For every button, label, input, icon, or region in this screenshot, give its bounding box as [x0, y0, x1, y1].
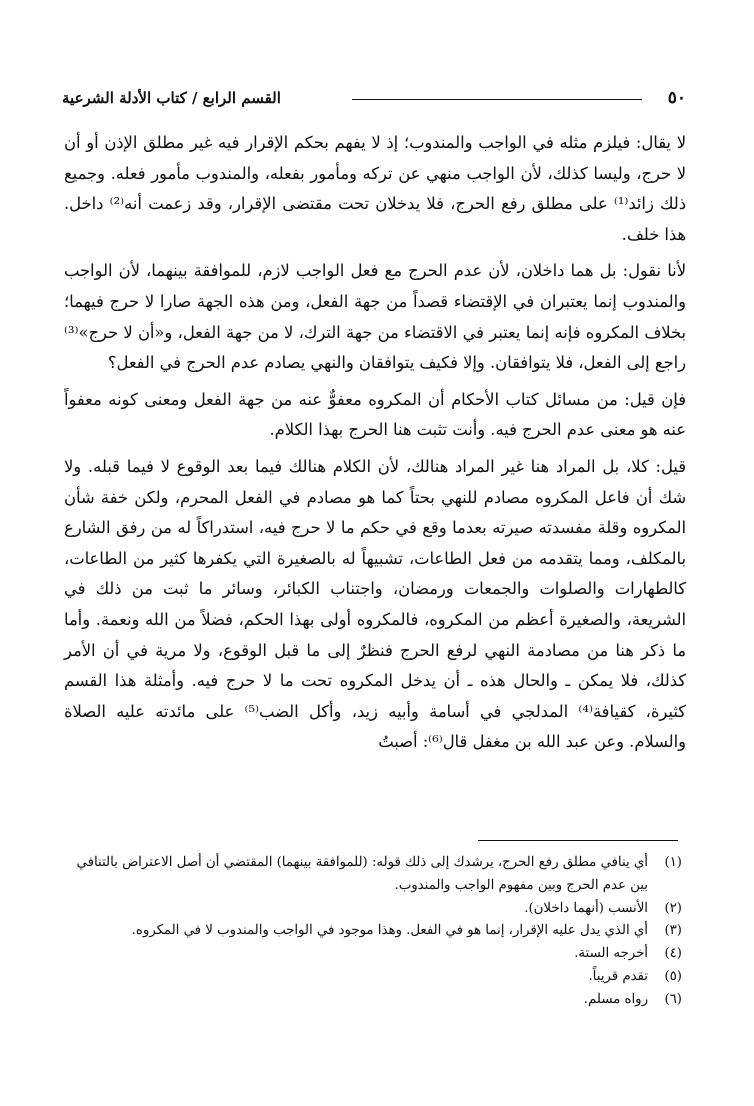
footnote-text: الأنسب (أنهما داخلان). — [524, 900, 648, 916]
footnotes — [70, 852, 682, 1012]
paragraph: لأنا نقول: بل هما داخلان، لأن عدم الحرج مع فعل الواجب لازم، للموافقة بينهما، لأن الواجب والمندوب إنما يعتبران في الإقتضاء قصداً من جهة الفعل، ومن هذه الجهة صارا لا حرج فيهما؛ بخلاف المكروه فإنه إنما يعتبر في الاقتضاء من جهة الترك، لا من جهة الفعل، و«أن لا حرج»⁽³⁾ راجع إلى الفعل، فلا يتوافقان. وإلا فكيف يتوافقان والنهي يصادم عدم الحرج في الفعل؟ — [64, 261, 686, 373]
footnote-number: (٢) — [664, 900, 682, 916]
footnote — [70, 943, 682, 966]
footnote — [70, 966, 682, 989]
footnote-text: أي الذي يدل عليه الإقرار، إنما هو في الفعل. وهذا موجود في الواجب والمندوب لا في المكروه. — [131, 923, 648, 939]
footnote-text: أي ينافي مطلق رفع الحرج، يرشدك إلى ذلك قوله: (للموافقة بينهما) المقتضي أن أصل الاعتراض بالتنافي بين عدم الحرج وبين مفهوم الواجب والمندوب. — [76, 855, 648, 893]
footnote — [70, 898, 682, 921]
footnote — [70, 852, 682, 898]
running-header-title: القسم الرابع / كتاب الأدلة الشرعية — [62, 89, 281, 107]
footnote-separator — [478, 840, 678, 841]
paragraph: فإن قيل: من مسائل كتاب الأحكام أن المكروه معفوٌّ عنه من جهة الفعل ومعنى كونه معفواً عنه هو معنى عدم الحرج فيه. وأنت تثبت هنا الحرج بهذا الكلام. — [64, 389, 686, 440]
header-rule — [352, 99, 642, 100]
footnote-text: رواه مسلم. — [583, 991, 648, 1007]
running-header — [62, 88, 686, 112]
footnote — [70, 920, 682, 943]
paragraph: قيل: كلا، بل المراد هنا غير المراد هنالك، لأن الكلام هنالك فيما بعد الوقوع لا فيما قبله. ولا شك أن فاعل المكروه مصادم للنهي بحتاً كما هو مصادم في الفعل المحرم، ولكن خفة شأن المكروه وقلة مفسدته صيرته بعدما وقع في حكم ما لا حرج فيه، استدراكاً له من رفق الشارع بالمكلف، ومما يتقدمه من فعل الطاعات، تشبيهاً له بالصغيرة التي يكفرها كثير من الطاعات، كالطهارات والصلوات والجمعات ورمضان، واجتناب الكبائر، وسائر ما ثبت من ذلك في الشريعة، والصغيرة أعظم من المكروه، فالمكروه أولى بهذا الحكم، فضلاً من الله ونعمة. وأما ما ذكر هنا من مصادمة النهي لرفع الحرج فنظرٌ إلى ما قبل الوقوع، ولا مرية في أن الأمر كذلك، فلا يمكن ـ والحال هذه ـ أن يدخل المكروه تحت ما لا حرج فيه. وأمثلة هذا القسم كثيرة، كقيافة⁽⁴⁾ المدلجي في أسامة وأبيه زيد، وأكل الضب⁽⁵⁾ على مائدته عليه الصلاة والسلام. وعن عبد الله بن مغفل قال⁽⁶⁾: أصبتُ — [64, 456, 686, 752]
footnote-number: (١) — [664, 855, 682, 870]
page-number: ٥٠ — [667, 88, 686, 108]
footnote-text: أخرجه الستة. — [574, 946, 648, 962]
body-text — [64, 128, 686, 764]
footnote-number: (٣) — [664, 923, 682, 939]
footnote-number: (٤) — [664, 946, 682, 962]
footnote-number: (٦) — [664, 991, 682, 1007]
footnote — [70, 989, 682, 1012]
footnote-number: (٥) — [664, 968, 682, 984]
footnote-text: تقدم قريباً. — [588, 968, 648, 984]
paragraph: لا يقال: فيلزم مثله في الواجب والمندوب؛ إذ لا يفهم بحكم الإقرار فيه غير مطلق الإذن أو أن لا حرج، وليسا كذلك، لأن الواجب منهي عن تركه ومأمور بفعله، والمندوب مأمور فعله. وجميع ذلك زائد⁽¹⁾ على مطلق رفع الحرج، فلا يدخلان تحت مقتضى الإقرار، وقد زعمت أنه⁽²⁾ داخل. هذا خلف. — [64, 133, 686, 244]
